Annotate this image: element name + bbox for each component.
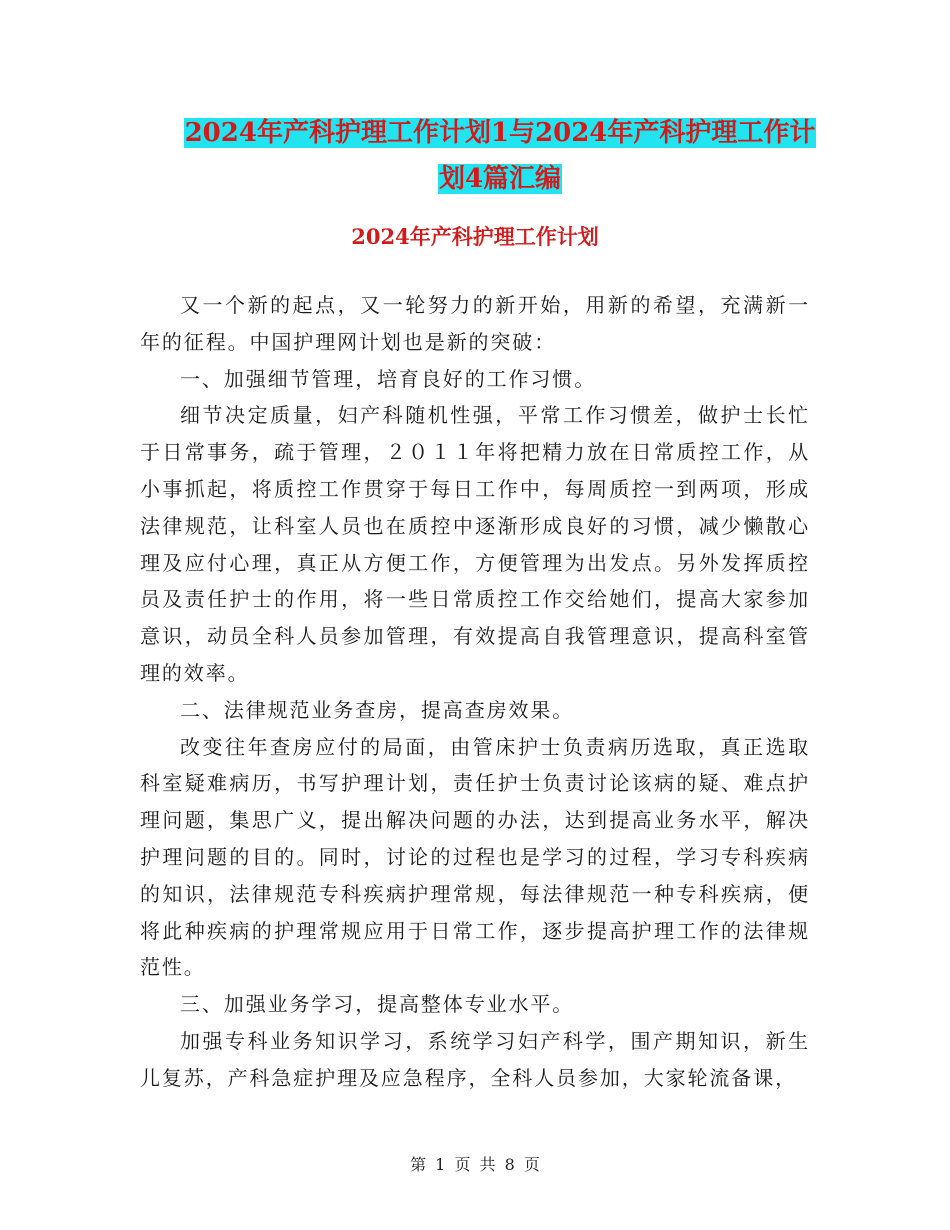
heading-item-2: 二、法律规范业务查房，提高查房效果。 (180, 697, 575, 722)
document-title-line2: 划4篇汇编 (438, 164, 562, 194)
document-title-line1: 2024年产科护理工作计划1与2024年产科护理工作计 (184, 118, 816, 148)
paragraph-intro: 又一个新的起点，又一轮努力的新开始，用新的希望，充满新一年的征程。中国护理网计划也是新的突破： (140, 293, 810, 354)
heading-item-3: 三、加强业务学习，提高整体专业水平。 (180, 992, 575, 1017)
paragraph-item-3: 加强专科业务知识学习，系统学习妇产科学，围产期知识，新生儿复苏，产科急症护理及应急程序，全科人员参加，大家轮流备课， (140, 1028, 810, 1090)
paragraph-item-1: 细节决定质量，妇产科随机性强，平常工作习惯差，做护士长忙于日常事务，疏于管理，２０１１年将把精力放在日常质控工作，从小事抓起，将质控工作贯穿于每日工作中，每周质控一到两项，形成法律规范，让科室人员也在质控中逐渐形成良好的习惯，减少懒散心理及应付心理，真正从方便工作，方便管理为出发点。另外发挥质控员及责任护士的作用，将一些日常质控工作交给她们，提高大家参加意识，动员全科人员参加管理，有效提高自我管理意识，提高科室管理的效率。 (140, 403, 810, 685)
page-footer: 第 1 页 共 8 页 (410, 1155, 540, 1174)
paragraph-item-2: 改变往年查房应付的局面，由管床护士负责病历选取，真正选取科室疑难病历，书写护理计划，责任护士负责讨论该病的疑、难点护理问题，集思广义，提出解决问题的办法，达到提高业务水平，解决护理问题的目的。同时，讨论的过程也是学习的过程，学习专科疾病的知识，法律规范专科疾病护理常规，每法律规范一种专科疾病，便将此种疾病的护理常规应用于日常工作，逐步提高护理工作的法律规范性。 (140, 734, 810, 980)
heading-item-1: 一、加强细节管理，培育良好的工作习惯。 (180, 366, 597, 391)
section-title: 2024年产科护理工作计划 (351, 224, 599, 249)
document-body (140, 287, 810, 1097)
document-title (140, 110, 860, 202)
